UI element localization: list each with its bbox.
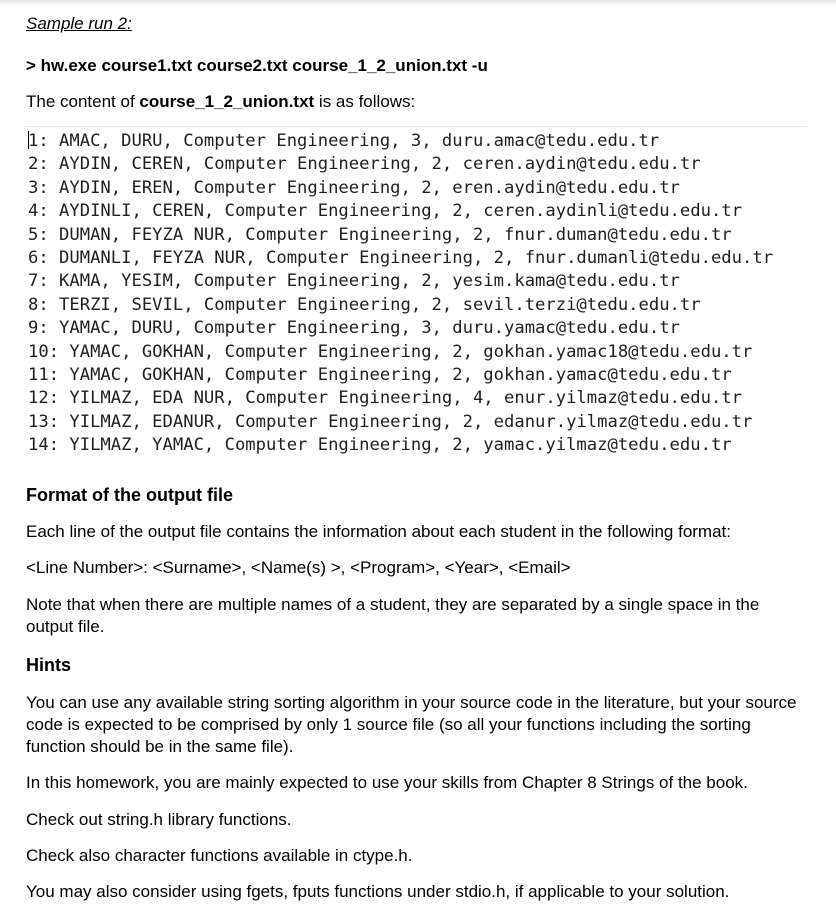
content-intro-filename: course_1_2_union.txt: [139, 92, 315, 111]
content-intro: [26, 91, 415, 113]
hint-paragraph: You can use any available string sorting algorithm in your source code in the literature, but your source code is expected to be comprised by only 1 source file (so all your functions including the sorting function should be in the same file).: [26, 693, 797, 756]
code-line-text: 4: AYDINLI, CEREN, Computer Engineering, 2, ceren.aydinli@tedu.edu.tr: [28, 201, 742, 222]
hint-paragraph: You may also consider using fgets, fputs functions under stdio.h, if applicable to your solution.: [26, 882, 730, 901]
code-line-text: 6: DUMANLI, FEYZA NUR, Computer Engineering, 2, fnur.dumanli@tedu.edu.tr: [28, 247, 774, 268]
code-line-text: 7: KAMA, YESIM, Computer Engineering, 2, yesim.kama@tedu.edu.tr: [28, 271, 680, 292]
code-line-text: 3: AYDIN, EREN, Computer Engineering, 2, eren.aydin@tedu.edu.tr: [28, 177, 680, 198]
command-line: > hw.exe course1.txt course2.txt course_1_2_union.txt -u: [26, 56, 488, 75]
sample-run-label: Sample run 2:: [26, 14, 132, 33]
hint-paragraph: In this homework, you are mainly expected to use your skills from Chapter 8 Strings of the book.: [26, 773, 748, 792]
code-line: [28, 294, 773, 317]
code-line-text: 12: YILMAZ, EDA NUR, Computer Engineering, 4, enur.yilmaz@tedu.edu.tr: [28, 388, 742, 409]
format-description: Each line of the output file contains the information about each student in the following format:: [26, 522, 731, 541]
code-line-text: 5: DUMAN, FEYZA NUR, Computer Engineering, 2, fnur.duman@tedu.edu.tr: [28, 224, 732, 245]
code-line: [28, 434, 773, 457]
code-line: [28, 200, 773, 223]
top-border: [0, 0, 836, 6]
code-line: [28, 153, 773, 176]
code-line-text: 9: YAMAC, DURU, Computer Engineering, 3, duru.yamac@tedu.edu.tr: [28, 318, 680, 339]
code-line: [28, 130, 773, 153]
code-line: [28, 270, 773, 293]
format-heading: Format of the output file: [26, 485, 233, 505]
code-line: [28, 224, 773, 247]
code-line: [28, 247, 773, 270]
code-line-text: 2: AYDIN, CEREN, Computer Engineering, 2, ceren.aydin@tedu.edu.tr: [28, 154, 701, 175]
code-line-text: 11: YAMAC, GOKHAN, Computer Engineering, 2, gokhan.yamac@tedu.edu.tr: [28, 364, 732, 385]
code-line: [28, 341, 773, 364]
code-line: [28, 387, 773, 410]
code-line-text: 10: YAMAC, GOKHAN, Computer Engineering, 2, gokhan.yamac18@tedu.edu.tr: [28, 341, 753, 362]
note-paragraph: Note that when there are multiple names of a student, they are separated by a single space in the output file.: [26, 595, 760, 636]
code-line: [28, 177, 773, 200]
code-line: [28, 364, 773, 387]
code-line: [28, 411, 773, 434]
content-intro-suffix: is as follows:: [314, 92, 416, 111]
code-line-text: 13: YILMAZ, EDANUR, Computer Engineering, 2, edanur.yilmaz@tedu.edu.tr: [28, 411, 753, 432]
code-block-top-rule: [26, 126, 806, 127]
format-pattern: <Line Number>: <Surname>, <Name(s) >, <Program>, <Year>, <Email>: [26, 558, 571, 577]
code-line-text: 8: TERZI, SEVIL, Computer Engineering, 2, sevil.terzi@tedu.edu.tr: [28, 294, 701, 315]
hint-paragraph: Check out string.h library functions.: [26, 810, 292, 829]
code-line: [28, 317, 773, 340]
content-intro-prefix: The content of: [26, 92, 140, 111]
code-block: [28, 130, 773, 457]
code-line-text: 1: AMAC, DURU, Computer Engineering, 3, duru.amac@tedu.edu.tr: [28, 131, 660, 151]
hints-heading: Hints: [26, 655, 71, 675]
code-line-text: 14: YILMAZ, YAMAC, Computer Engineering, 2, yamac.yilmaz@tedu.edu.tr: [28, 435, 732, 456]
hint-paragraph: Check also character functions available in ctype.h.: [26, 846, 413, 865]
